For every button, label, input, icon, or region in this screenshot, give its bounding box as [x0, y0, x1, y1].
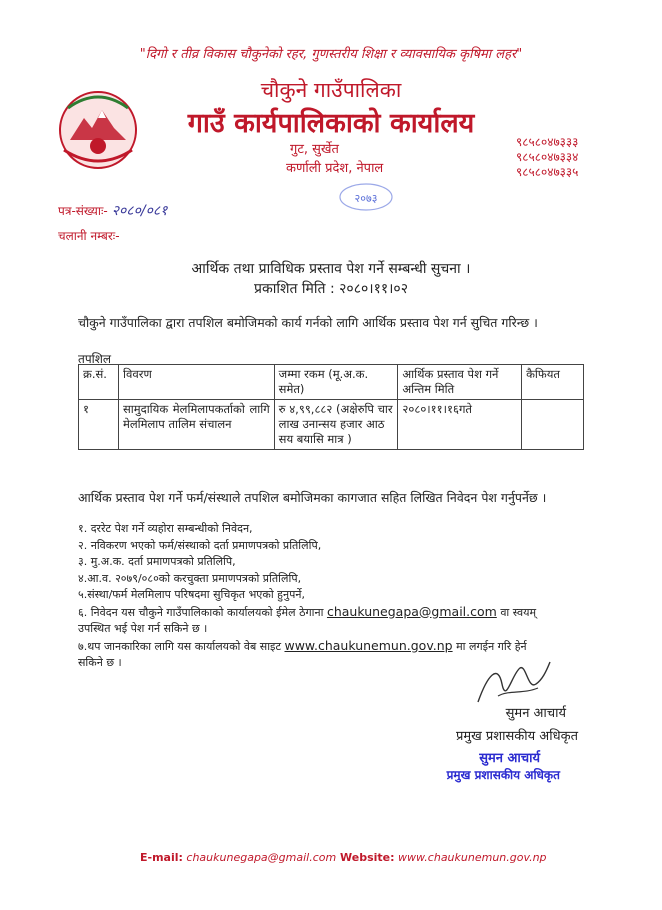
address-line-1: गुट, सुर्खेत	[290, 142, 339, 157]
requirements-list	[78, 521, 588, 672]
office-stamp	[338, 182, 394, 212]
list-item: २. नविकरण भएको फर्म/संस्थाको दर्ता प्रमाणपत्रको प्रतिलिपि,	[78, 538, 322, 552]
phone-number: ९८५८०४७३३३	[516, 135, 579, 149]
letter-number-label: पत्र-संख्याः-	[58, 204, 108, 218]
office-name: गाउँ कार्यपालिकाको कार्यालय	[187, 108, 475, 139]
col-header-deadline: आर्थिक प्रस्ताव पेश गर्ने अन्तिम मिति	[398, 365, 522, 400]
details-heading: तपशिल	[78, 352, 112, 366]
signatory-name: सुमन आचार्य	[505, 706, 566, 721]
cell-description: सामुदायिक मेलमिलापकर्ताको लागि मेलमिलाप तालिम संचालन	[118, 400, 274, 450]
list-item: ६. निवेदन यस चौकुने गाउँपालिकाको कार्यालयको ईमेल ठेगाना chaukunegapa@gmail.com वा स्वयम्	[78, 603, 537, 619]
table-row	[79, 400, 584, 450]
list-item: ७.थप जानकारिका लागि यस कार्यालयको वेब साइट www.chaukunemun.gov.np मा लगईन गरि हेर्न	[78, 637, 527, 653]
col-header-amount: जम्मा रकम (मू.अ.क. समेत)	[274, 365, 398, 400]
website-link[interactable]: www.chaukunemun.gov.np	[284, 637, 453, 653]
phone-number: ९८५८०४७३३४	[516, 150, 579, 164]
stamp-year: २०७३	[354, 192, 378, 205]
details-table	[78, 364, 584, 450]
seal-name: सुमन आचार्य	[479, 751, 540, 766]
dispatch-number-label: चलानी नम्बरः-	[58, 229, 120, 243]
cell-remarks	[522, 400, 584, 450]
letter-number-value: २०८०/०८१	[111, 203, 168, 219]
col-header-remarks: कैफियत	[522, 365, 584, 400]
footer-email: E-mail: chaukunegapa@gmail.com	[140, 851, 337, 864]
letter-number-row	[58, 201, 167, 220]
cell-serial: १	[79, 400, 119, 450]
list-item-continuation: सकिने छ ।	[78, 656, 122, 669]
list-item-continuation: उपस्थित भई पेश गर्न सकिने छ ।	[78, 622, 208, 635]
published-date: प्रकाशित मिति : २०८०।११।०२	[254, 281, 408, 297]
col-header-description: विवरण	[118, 365, 274, 400]
municipality-name: चौकुने गाउँपालिका	[260, 78, 402, 102]
phone-list	[516, 135, 578, 180]
seal-title: प्रमुख प्रशासकीय अधिकृत	[446, 768, 560, 782]
col-header-serial: क्र.सं.	[79, 365, 119, 400]
list-item: १. दररेट पेश गर्ने व्यहोरा सम्बन्धीको निवेदन,	[78, 522, 253, 535]
notice-title: आर्थिक तथा प्राविधिक प्रस्ताव पेश गर्ने सम्बन्धी सुचना ।	[191, 261, 471, 277]
motto: "दिगो र तीव्र विकास चौकुनेको रहर, गुणस्तरीय शिक्षा र व्यावसायिक कृषिमा लहर"	[139, 47, 523, 62]
notice-intro: चौकुने गाउँपालिका द्वारा तपशिल बमोजिमको कार्य गर्नको लागि आर्थिक प्रस्ताव पेश गर्न सुचित गरिन्छ ।	[78, 315, 538, 330]
footer-email-link[interactable]: chaukunegapa@gmail.com	[186, 851, 337, 864]
list-item: ४.आ.व. २०७९/०८०को करचुक्ता प्रमाणपत्रको प्रतिलिपि,	[78, 571, 302, 585]
footer-website-link[interactable]: www.chaukunemun.gov.np	[398, 851, 547, 864]
footer-website: Website: www.chaukunemun.gov.np	[340, 851, 547, 864]
cell-deadline: २०८०।११।१६गते	[398, 400, 522, 450]
list-item: ३. मु.अ.क. दर्ता प्रमाणपत्रको प्रतिलिपि,	[78, 555, 236, 568]
address-line-2: कर्णाली प्रदेश, नेपाल	[286, 161, 384, 176]
phone-number: ९८५८०४७३३५	[516, 165, 579, 179]
table-header-row	[79, 365, 584, 400]
signatory-title: प्रमुख प्रशासकीय अधिकृत	[455, 729, 578, 744]
cell-amount: रु ४,९९,८८२ (अक्षेरुपि चार लाख उनान्सय हजार आठ सय बयासि मात्र )	[274, 400, 398, 450]
email-link[interactable]: chaukunegapa@gmail.com	[326, 603, 497, 619]
list-item: ५.संस्था/फर्म मेलमिलाप परिषदमा सुचिकृत भएको हुनुपर्ने,	[78, 588, 305, 601]
requirements-intro: आर्थिक प्रस्ताव पेश गर्ने फर्म/संस्थाले तपशिल बमोजिमका कागजात सहित लिखित निवेदन पेश गर्नुपर्नेछ ।	[78, 490, 547, 505]
